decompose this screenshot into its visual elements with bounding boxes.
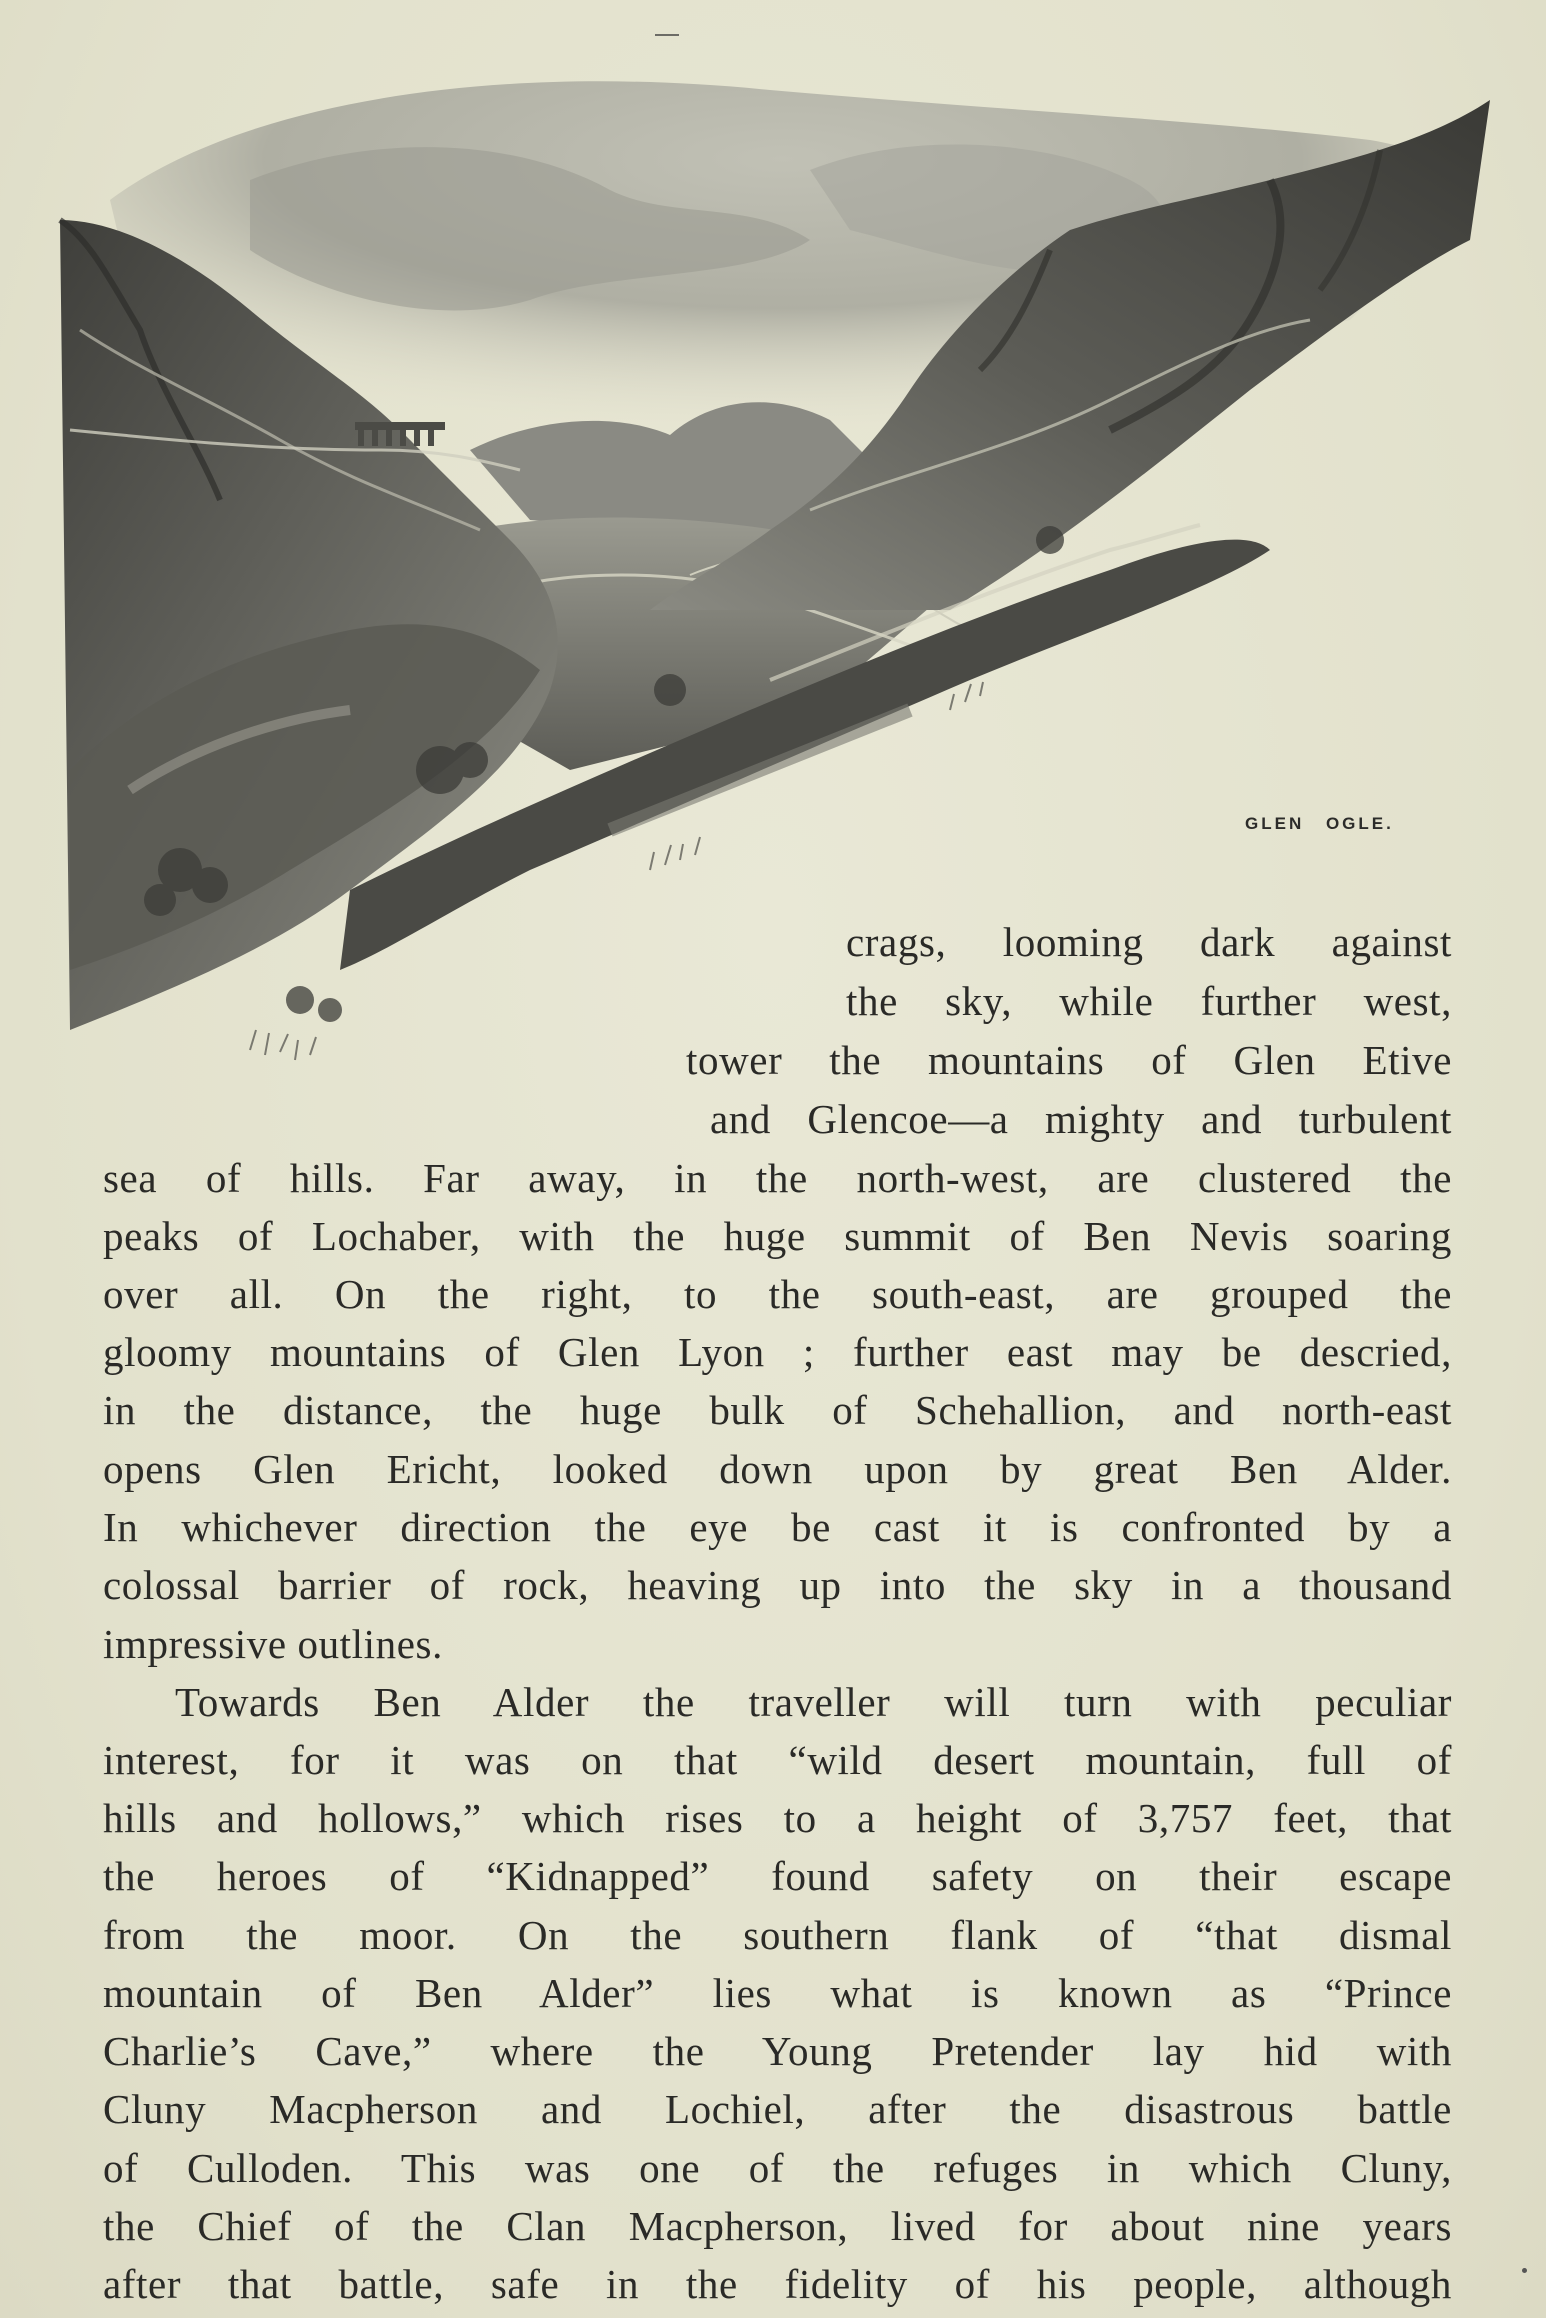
text-line: opens Glen Ericht, looked down upon by great Ben Alder. — [103, 1446, 1452, 1492]
text-line: hills and hollows,” which rises to a height of 3,757 feet, that — [103, 1795, 1452, 1841]
text-line: tower the mountains of Glen Etive — [686, 1037, 1452, 1083]
text-line: of Culloden. This was one of the refuges in which Cluny, — [103, 2145, 1452, 2191]
text-line: Charlie’s Cave,” where the Young Pretender lay hid with — [103, 2028, 1452, 2074]
text-line: sea of hills. Far away, in the north-west, are clustered the — [103, 1155, 1452, 1201]
text-line: Cluny Macpherson and Lochiel, after the disastrous battle — [103, 2086, 1452, 2132]
text-line: peaks of Lochaber, with the huge summit of Ben Nevis soaring — [103, 1213, 1452, 1259]
text-line: the heroes of “Kidnapped” found safety on their escape — [103, 1853, 1452, 1899]
illustration-caption: GLEN OGLE. — [1245, 814, 1394, 833]
text-line: after that battle, safe in the fidelity of his people, although — [103, 2261, 1452, 2307]
text-line: in the distance, the huge bulk of Schehallion, and north-east — [103, 1387, 1452, 1433]
text-line: impressive outlines. — [103, 1621, 443, 1667]
text-line: and Glencoe—a mighty and turbulent — [710, 1096, 1452, 1142]
page-mark — [655, 34, 679, 36]
text-line: mountain of Ben Alder” lies what is known as “Prince — [103, 1970, 1452, 2016]
text-line: gloomy mountains of Glen Lyon ; further east may be descried, — [103, 1329, 1452, 1375]
text-line: crags, looming dark against — [846, 919, 1452, 965]
text-line: colossal barrier of rock, heaving up into the sky in a thousand — [103, 1562, 1452, 1608]
text-line: Towards Ben Alder the traveller will turn with peculiar — [175, 1679, 1452, 1725]
text-line: the Chief of the Clan Macpherson, lived for about nine years — [103, 2203, 1452, 2249]
text-line: interest, for it was on that “wild desert mountain, full of — [103, 1737, 1452, 1783]
text-line: In whichever direction the eye be cast it is confronted by a — [103, 1504, 1452, 1550]
text-line: over all. On the right, to the south-east, are grouped the — [103, 1271, 1452, 1317]
text-line: the sky, while further west, — [846, 978, 1452, 1024]
page-speck — [1522, 2268, 1527, 2273]
text-line: from the moor. On the southern flank of “that dismal — [103, 1912, 1452, 1958]
